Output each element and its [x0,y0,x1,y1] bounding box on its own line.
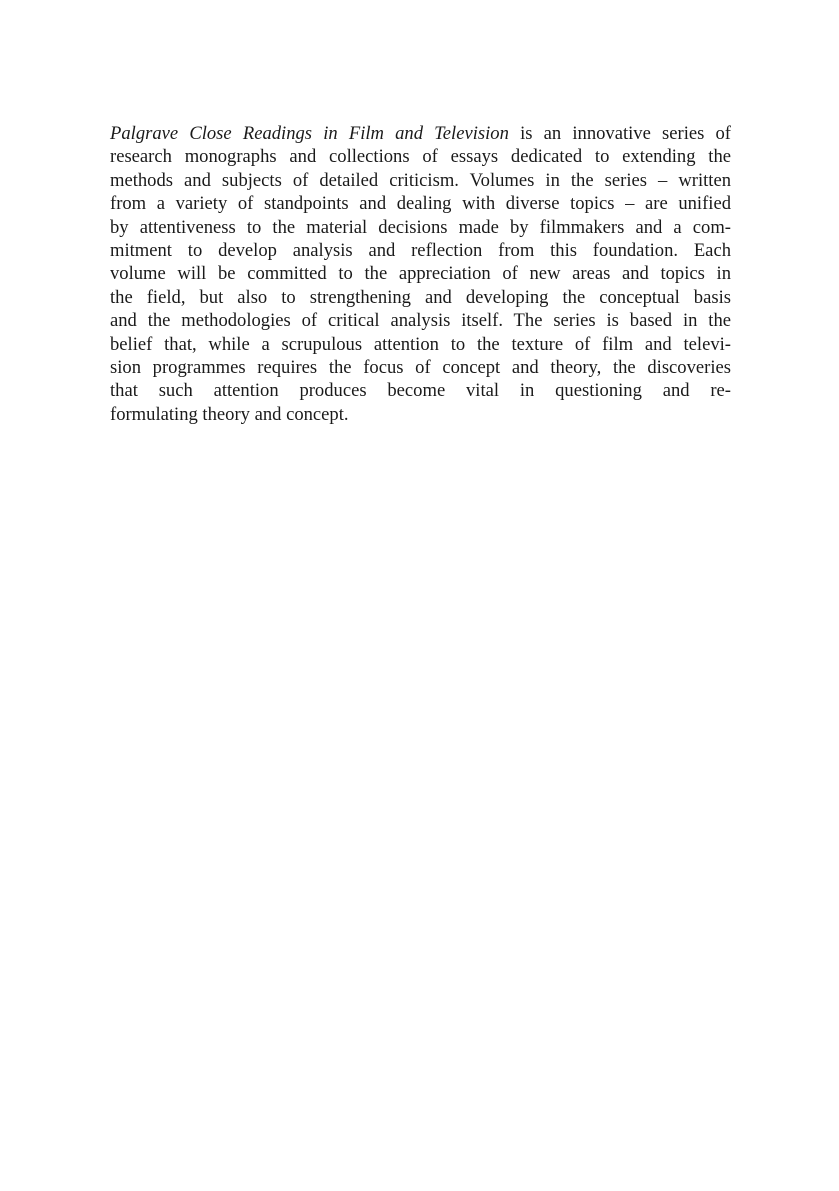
text-line-13: formulating theory and concept. [110,403,349,425]
text-line-7: volume will be committed to the appreciation of new areas and topics in [110,263,731,285]
text-line-5: by attentiveness to the material decisions made by filmmakers and a com- [110,216,731,238]
text-line-1-rest: is an innovative series of [508,123,731,144]
text-line-10: belief that, while a scrupulous attention to the texture of film and televi- [110,333,731,355]
text-line-1 [110,122,731,145]
text-line-2: research monographs and collections of essays dedicated to extending the [110,146,731,168]
text-line-9: and the methodologies of critical analysis itself. The series is based in the [110,310,731,332]
text-line-3: methods and subjects of detailed criticism. Volumes in the series – written [110,169,731,191]
text-line-6: mitment to develop analysis and reflection from this foundation. Each [110,240,731,262]
text-line-12: that such attention produces become vital in questioning and re- [110,380,731,402]
text-line-4: from a variety of standpoints and dealing with diverse topics – are unified [110,193,731,215]
text-line-8: the field, but also to strengthening and developing the conceptual basis [110,286,731,308]
text-line-11: sion programmes requires the focus of concept and theory, the discoveries [110,357,731,379]
series-title: Palgrave Close Readings in Film and Television [110,123,509,144]
series-description [110,122,731,426]
